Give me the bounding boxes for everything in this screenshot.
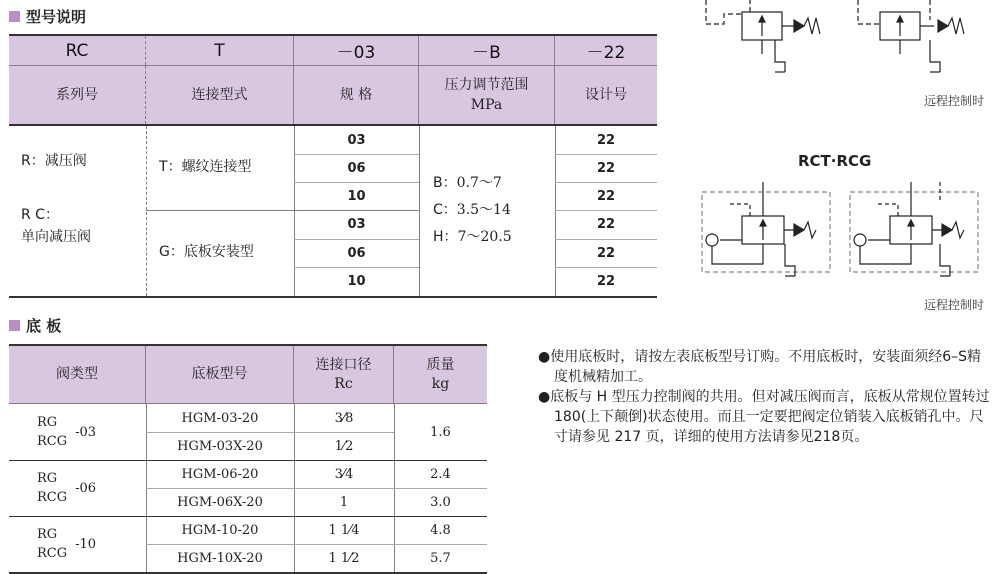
header-series: 系列号 — [9, 66, 146, 124]
size-cell: 03 — [347, 217, 366, 232]
plate-model-cell: HGM-06-20 — [181, 466, 259, 482]
size-cell: 03 — [347, 132, 366, 148]
header-port-size: 连接口径 Rc — [294, 346, 394, 403]
header-valve-type: 阀类型 — [9, 346, 146, 403]
valve-type-group: RG RCG -03 — [37, 415, 97, 449]
model-header-row — [9, 65, 657, 126]
pressure-c: C：3.5～14 — [433, 202, 511, 218]
header-design: 设计号 — [585, 87, 627, 103]
mass-cell: 4.8 — [430, 522, 451, 538]
size-cell: 10 — [347, 188, 366, 204]
code-connection: T — [146, 36, 294, 65]
subplate-header-row — [9, 346, 487, 404]
size-cell: 06 — [347, 245, 366, 261]
design-cell: 22 — [596, 160, 616, 176]
code-size: －03 — [294, 36, 419, 65]
valve-type-group: RG RCG -10 — [37, 527, 97, 561]
header-size: 规 格 — [294, 66, 419, 124]
design-cell: 22 — [596, 274, 616, 289]
plate-model-cell: HGM-03X-20 — [177, 438, 263, 454]
port-size-cell: 3⁄4 — [334, 466, 354, 482]
size-cell: 06 — [347, 160, 366, 176]
design-cell: 22 — [596, 245, 616, 261]
mass-cell: 1.6 — [430, 424, 451, 440]
valve-symbol-top — [690, 0, 996, 100]
header-connection: 连接型式 — [146, 66, 294, 124]
plate-model-cell: HGM-06X-20 — [177, 494, 263, 510]
port-size-cell: 1 — [339, 494, 349, 510]
pressure-b: B：0.7～7 — [433, 175, 502, 191]
mass-cell: 3.0 — [430, 494, 451, 510]
port-size-cell: 1 1⁄4 — [328, 522, 360, 538]
diagram-caption: 远程控制时 — [924, 94, 985, 108]
usage-notes — [538, 347, 992, 447]
header-plate-model: 底板型号 — [146, 346, 294, 403]
code-design: －22 — [586, 43, 626, 63]
connection-g: G ： 底板安装型 — [159, 244, 254, 260]
valve-type-group: RG RCG -06 — [37, 471, 97, 505]
code-series: RC — [9, 36, 146, 65]
size-cell: 10 — [347, 274, 366, 289]
model-table-body — [9, 126, 657, 298]
port-size-cell: 1 1⁄2 — [328, 550, 360, 566]
valve-symbol-bottom — [700, 182, 996, 292]
subplate-table — [9, 344, 487, 574]
header-mass: 质量 kg — [426, 356, 455, 392]
design-cell: 22 — [596, 217, 616, 232]
series-r: R ： 减压阀 — [21, 153, 87, 169]
design-cell: 22 — [596, 188, 616, 204]
series-rc: R C： 单向减压阀 — [21, 207, 91, 245]
diagram-title: RCT·RCG — [798, 152, 872, 170]
note-item: ●使用底板时，请按左表底板型号订购。不用底板时，安装面须经6–S精度机械精加工。 — [538, 349, 982, 385]
pressure-ranges — [433, 170, 512, 251]
diagram-caption: 远程控制时 — [924, 298, 985, 312]
port-size-cell: 3⁄8 — [334, 410, 354, 426]
pressure-h: H：7～20.5 — [433, 229, 512, 245]
plate-model-cell: HGM-10-20 — [181, 522, 259, 538]
design-cell: 22 — [596, 132, 616, 148]
connection-t: T ： 螺纹连接型 — [159, 159, 252, 175]
plate-section-title: 底 板 — [9, 315, 61, 336]
mass-cell: 5.7 — [430, 550, 451, 566]
model-code-table — [9, 34, 657, 298]
plate-model-cell: HGM-03-20 — [181, 410, 259, 426]
port-size-cell: 1⁄2 — [334, 438, 354, 454]
header-pressure: 压力调节范围 MPa — [419, 66, 555, 124]
mass-cell: 2.4 — [430, 466, 451, 482]
code-pressure: －B — [419, 36, 555, 65]
note-item: ●底板与 H 型压力控制阀的共用。但对减压阀而言，底板从常规位置转过180(上下颠倒)状态使用。而且一定要把阀定位销装入底板销孔中。尺寸请参见 217 页，详细的使用方法请参见218页。 — [538, 389, 990, 445]
model-section-title: 型号说明 — [9, 6, 86, 27]
section-marker — [9, 11, 20, 22]
plate-model-cell: HGM-10X-20 — [177, 550, 263, 566]
subplate-table-body — [9, 404, 487, 572]
model-code-row — [9, 34, 657, 65]
section-marker — [9, 320, 20, 331]
